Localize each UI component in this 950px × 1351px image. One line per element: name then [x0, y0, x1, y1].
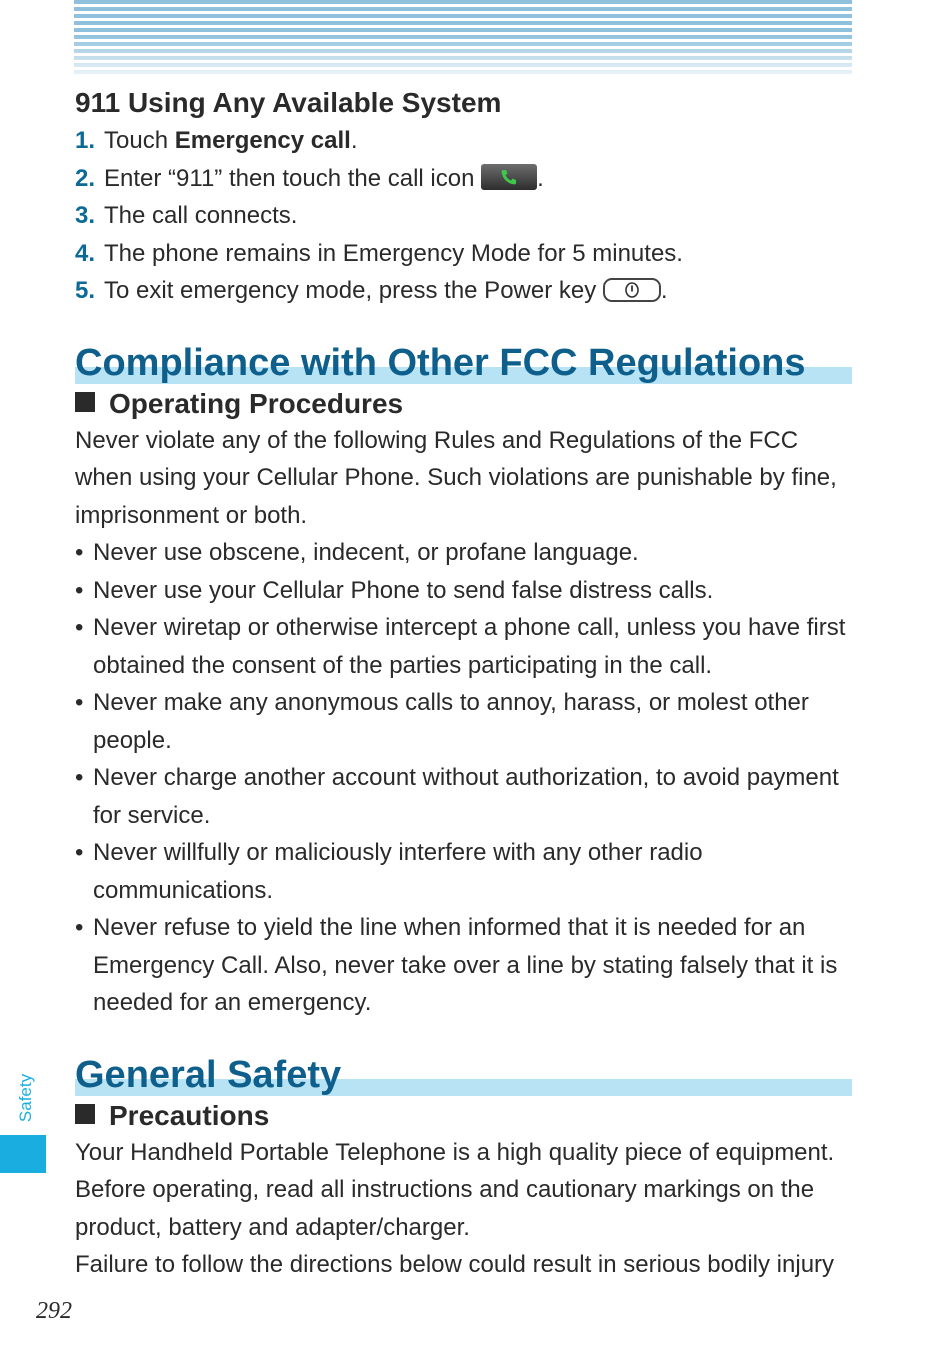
step-text: Enter “911” then touch the call icon [104, 164, 482, 192]
side-tab-marker [0, 1135, 46, 1173]
rule-item: • Never make any anonymous calls to annoy, harass, or molest other people. [75, 684, 855, 759]
compliance-section-title [75, 340, 855, 386]
emergency-call-label: Emergency call [174, 127, 351, 154]
side-tab-label: Safety [16, 1073, 35, 1123]
step-number: 1. [75, 127, 96, 154]
step-text-end: . [537, 164, 544, 192]
step-number: 4. [75, 239, 96, 267]
step-text-end: . [660, 277, 668, 304]
operating-procedures-subheading [75, 386, 855, 422]
step-number: 2. [75, 164, 96, 192]
failure-warning-paragraph: Failure to follow the directions below could result in serious bodily injury [75, 1251, 835, 1278]
step-text: Touch [104, 127, 175, 154]
compliance-intro: Never violate any of the following Rules and Regulations of the FCC when using your Cellular Phone. Such violations are punishable by fine, imprisonment or both. [75, 426, 837, 529]
step-text: The call connects. [104, 202, 298, 229]
step-3 [75, 197, 855, 235]
header-stripes [74, 0, 852, 76]
precautions-subheading [75, 1098, 855, 1134]
section-911-heading: 911 Using Any Available System [75, 87, 502, 118]
section-911-steps [75, 122, 855, 310]
step-text: The phone remains in Emergency Mode for 5 minutes. [104, 239, 683, 267]
step-text: To exit emergency mode, press the Power key [104, 277, 603, 304]
subheading-text: Operating Procedures [109, 387, 404, 419]
step-2 [75, 160, 855, 198]
power-key-icon [603, 278, 661, 302]
rule-item: • Never use obscene, indecent, or profane language. [75, 534, 855, 572]
general-safety-title [75, 1052, 855, 1098]
rule-item: • Never willfully or maliciously interfere with any other radio communications. [75, 834, 855, 909]
rule-item: • Never wiretap or otherwise intercept a phone call, unless you have first obtained the consent of the parties participating in the call. [75, 609, 855, 684]
step-number: 5. [75, 277, 96, 304]
phone-call-key-icon [481, 164, 537, 190]
compliance-title-text: Compliance with Other FCC Regulations [75, 341, 806, 384]
rule-item: • Never use your Cellular Phone to send false distress calls. [75, 572, 855, 610]
square-bullet-icon [75, 1104, 95, 1124]
page-number: 292 [36, 1298, 72, 1324]
subheading-text: Precautions [109, 1099, 270, 1131]
step-text-end: . [350, 127, 358, 154]
step-number: 3. [75, 202, 96, 229]
compliance-rules-list [75, 534, 855, 1022]
rule-item: • Never refuse to yield the line when informed that it is needed for an Emergency Call. Also, never take over a line by stating falsely that it is needed for an emergency. [75, 909, 855, 1022]
square-bullet-icon [75, 392, 95, 412]
rule-item: • Never charge another account without authorization, to avoid payment for service. [75, 759, 855, 834]
step-1 [75, 122, 855, 160]
general-safety-title-text: General Safety [75, 1053, 342, 1096]
step-4 [75, 235, 855, 273]
precautions-paragraph: Your Handheld Portable Telephone is a high quality piece of equipment. Before operating, read all instructions and cautionary markings on the product, battery and adapter/charger. [75, 1138, 835, 1241]
step-5 [75, 272, 855, 310]
page-content [75, 84, 855, 1284]
